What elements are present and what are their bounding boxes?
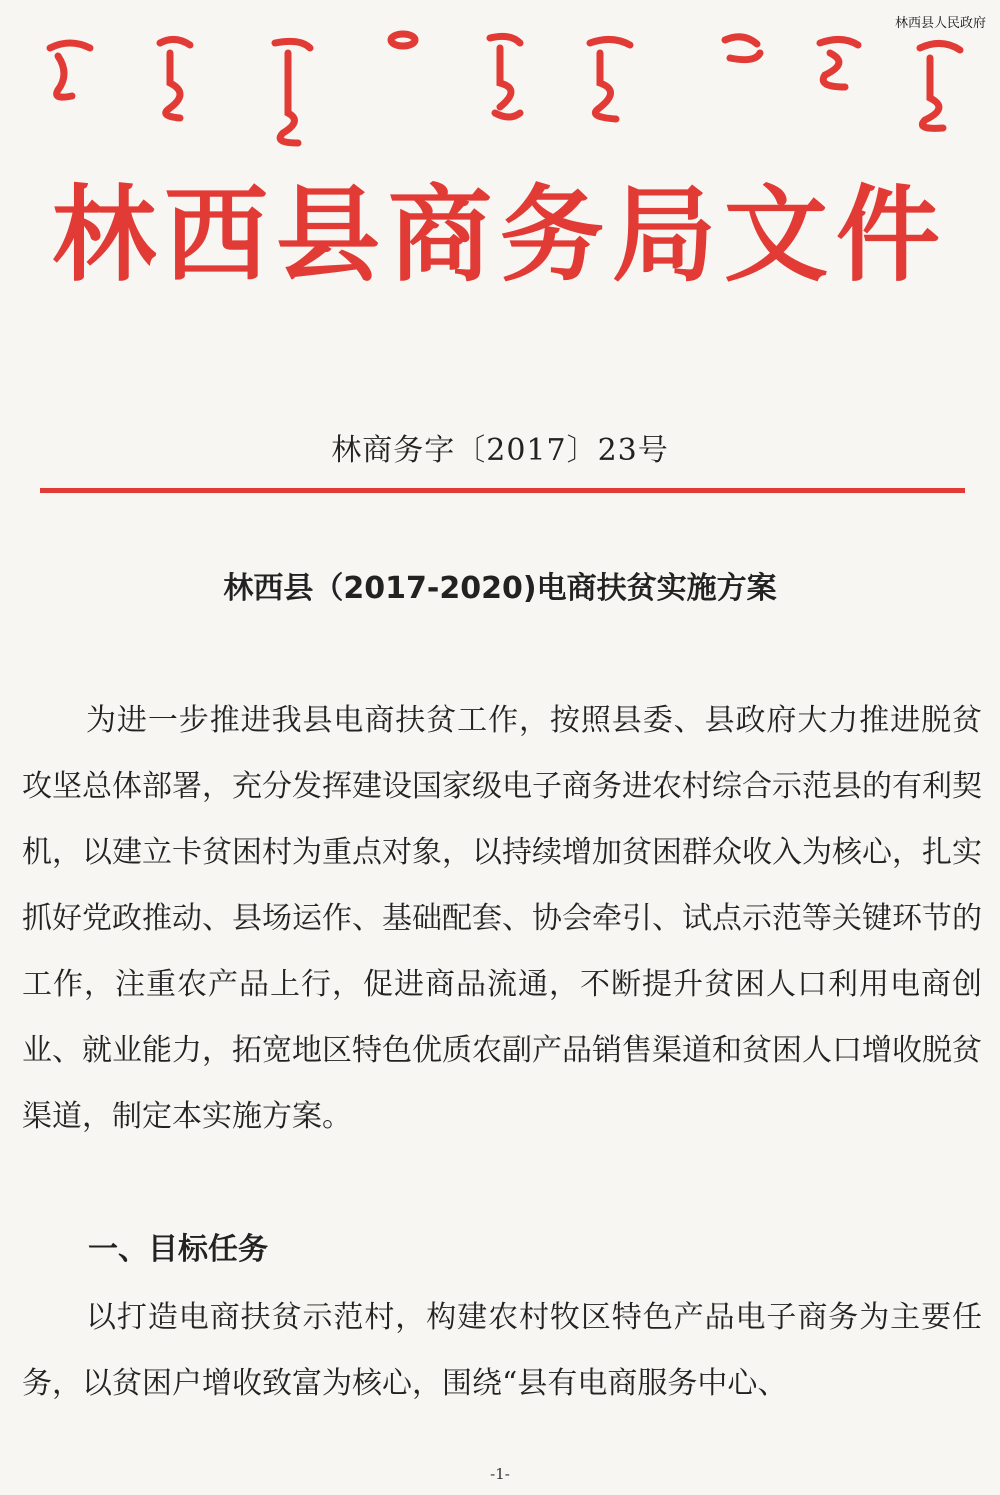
mongolian-script-heading — [40, 28, 970, 158]
document-header-title: 林西县商务局文件 — [51, 173, 948, 296]
body-paragraph-1: 为进一步推进我县电商扶贫工作，按照县委、县政府大力推进脱贫攻坚总体部署，充分发挥建设国家级电子商务进农村综合示范县的有利契机，以建立卡贫困村为重点对象，以持续增加贫困群众收入为核心，扎实抓好党政推动、县场运作、基础配套、协会牵引、试点示范等关键环节的工作，注重农产品上行，促进商品流通，不断提升贫困人口利用电商创业、就业能力，拓宽地区特色优质农副产品销售渠道和贫困人口增收脱贫渠道，制定本实施方案。 — [22, 703, 982, 1134]
section-heading-1: 一、目标任务 — [88, 1232, 268, 1267]
document-number: 林商务字〔2017〕23号 — [331, 433, 669, 468]
watermark-text: 林西县人民政府 — [894, 16, 986, 31]
red-divider-line — [40, 488, 965, 493]
body-paragraph-2: 以打造电商扶贫示范村，构建农村牧区特色产品电子商务为主要任务，以贫困户增收致富为核心，围绕“县有电商服务中心、 — [22, 1300, 982, 1401]
page-number: -1- — [490, 1465, 510, 1483]
document-title: 林西县（2017-2020)电商扶贫实施方案 — [223, 571, 777, 606]
